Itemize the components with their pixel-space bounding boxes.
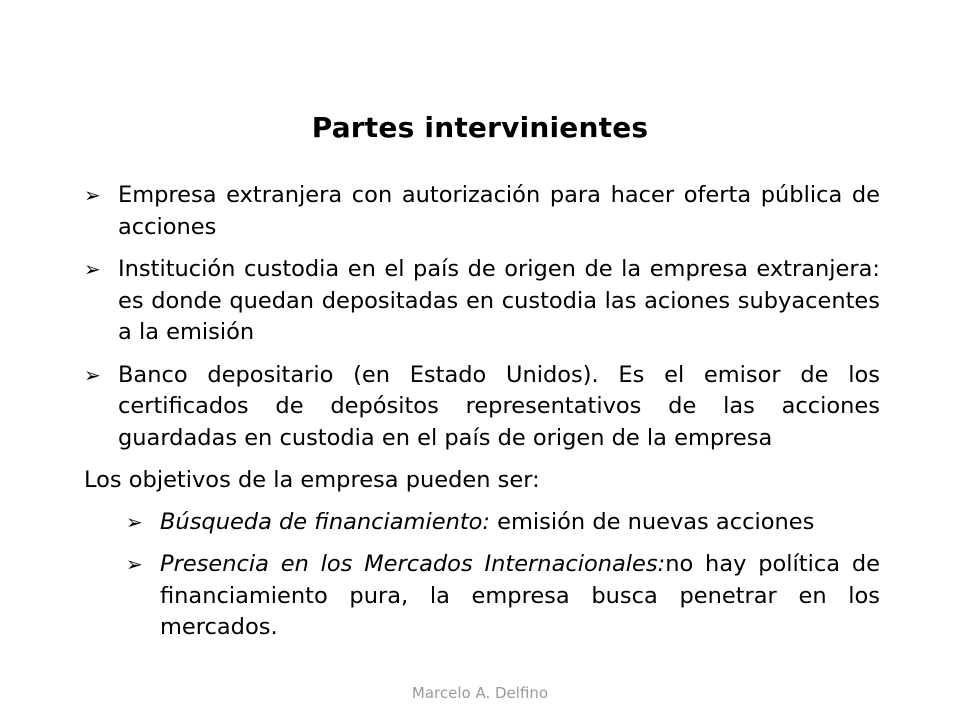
arrow-bullet-icon: ➢ <box>126 552 143 576</box>
arrow-bullet-icon: ➢ <box>126 509 143 534</box>
objectives-intro: Los objetivos de la empresa pueden ser: <box>84 467 540 493</box>
bullet-text: Institución custodia en el país de origen de la empresa extranjera: es donde quedan depositadas en custodia las aciones subyacentes a la emisión <box>118 256 880 345</box>
bullet-text: Empresa extranjera con autorización para hacer oferta pública de acciones <box>118 182 880 240</box>
arrow-bullet-icon: ➢ <box>84 362 101 387</box>
arrow-bullet-icon: ➢ <box>84 183 101 207</box>
objective-heading: Presencia en los Mercados Internacionales: <box>160 551 666 577</box>
slide-body <box>84 180 880 655</box>
bullet-item <box>84 180 880 243</box>
objectives-list <box>126 507 880 644</box>
objective-heading: Búsqueda de financiamiento: <box>160 508 490 535</box>
objective-item <box>126 507 880 539</box>
arrow-bullet-icon: ➢ <box>84 257 101 281</box>
bullet-text: Banco depositario (en Estado Unidos). Es el emisor de los certificados de depósitos representativos de las acciones guardadas en custodia en el país de origen de la empresa <box>118 361 880 451</box>
bullet-item <box>84 254 880 349</box>
objective-text: no hay política de financiamiento pura, la empresa busca penetrar en los mercados. <box>160 551 880 640</box>
footer-author: Marcelo A. Delfino <box>411 684 549 702</box>
bullet-item <box>84 360 880 455</box>
objective-item <box>126 549 880 644</box>
objective-text: emisión de nuevas acciones <box>490 508 815 535</box>
slide-title: Partes intervinientes <box>311 111 649 144</box>
